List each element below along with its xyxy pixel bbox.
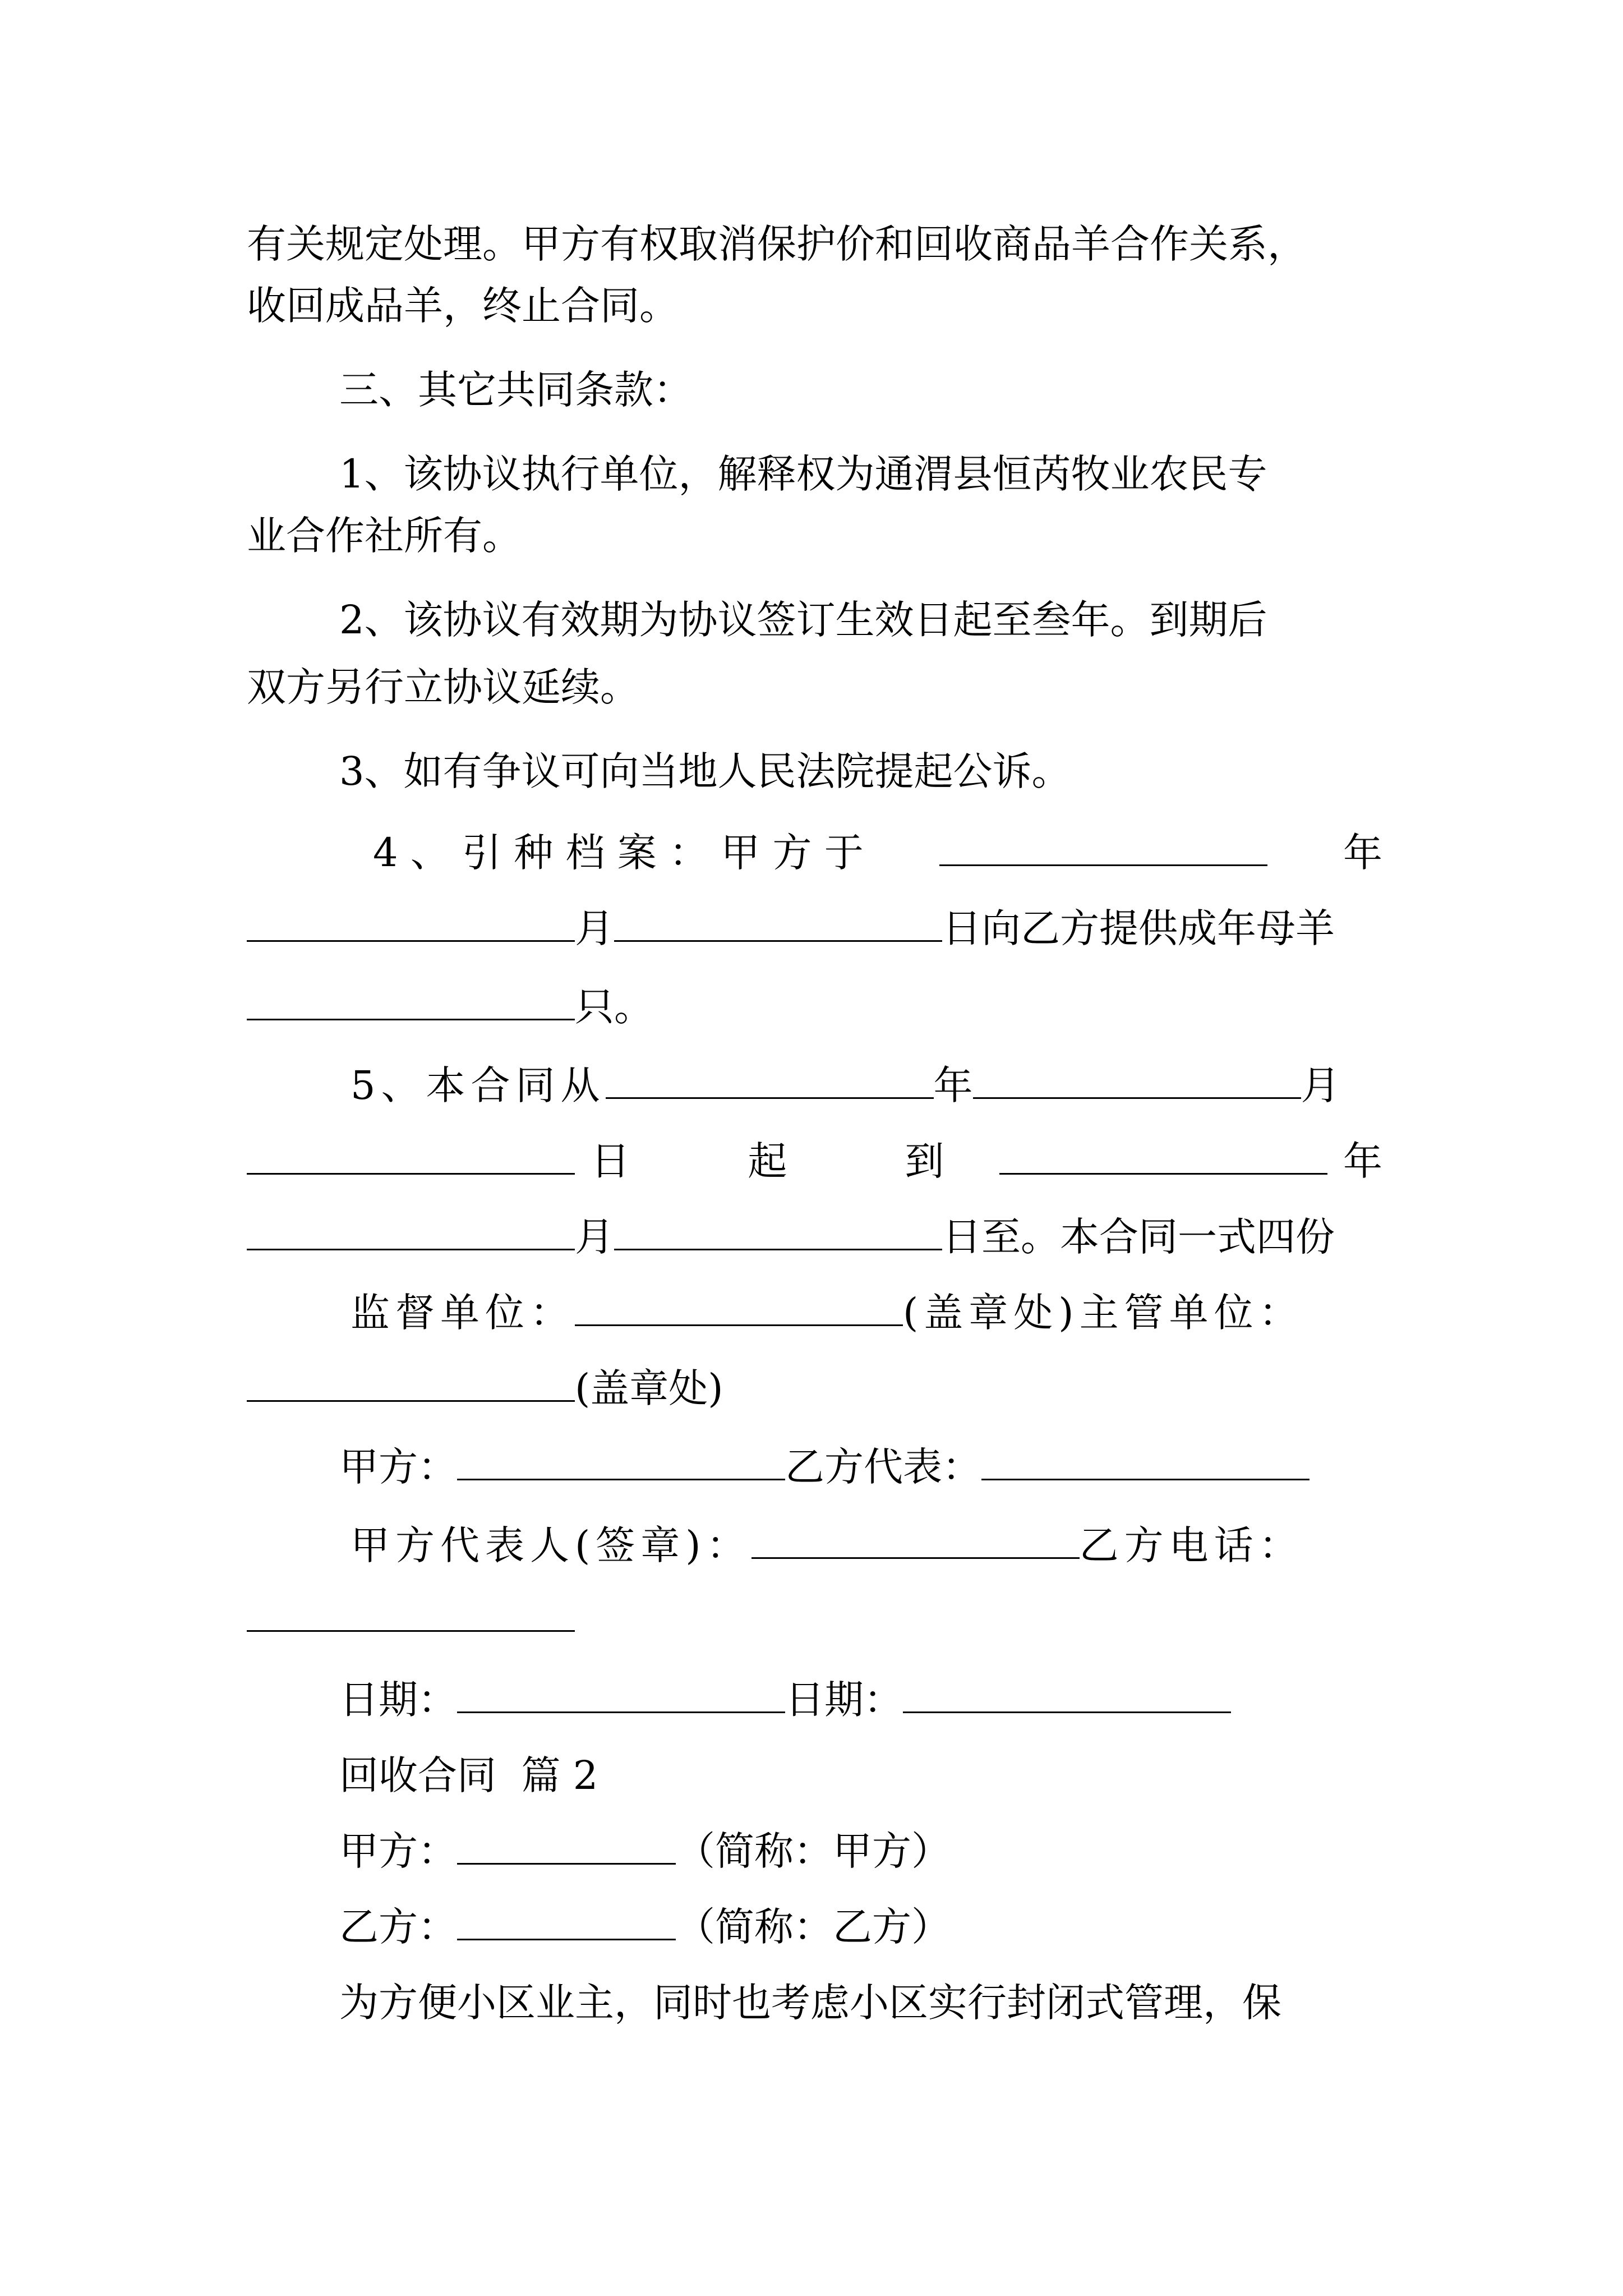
text-line: 双方另行立协议延续。	[247, 664, 639, 710]
fill-in-blank[interactable]	[247, 901, 575, 942]
fill-in-blank[interactable]	[614, 1209, 942, 1250]
fill-in-blank[interactable]	[457, 1439, 785, 1480]
text-line: 为方便小区业主，同时也考虑小区实行封闭式管理，保	[339, 1980, 1281, 2026]
clause4-unit: 只。	[575, 984, 653, 1030]
clause5-line2	[247, 1130, 1382, 1192]
fill-in-blank[interactable]	[903, 1672, 1231, 1713]
party-b2-label: 乙方：	[339, 1904, 457, 1950]
text-line: 3、如有争议可向当地人民法院提起公诉。	[339, 748, 1071, 794]
clause5-month2: 月	[575, 1214, 614, 1260]
clause5-month: 月	[1301, 1062, 1340, 1108]
clause5-line3	[247, 1206, 1335, 1268]
fill-in-blank[interactable]	[751, 1518, 1080, 1559]
fill-in-blank[interactable]	[999, 1134, 1327, 1175]
party-a2-line	[339, 1820, 951, 1882]
clause5-line1	[339, 1055, 1340, 1116]
party-b2-line	[339, 1896, 951, 1958]
text-line: 业合作社所有。	[247, 513, 522, 559]
clause5-year2: 年	[1343, 1138, 1382, 1184]
party-b-rep-label: 乙方代表：	[785, 1444, 981, 1490]
fill-in-blank[interactable]	[939, 825, 1267, 866]
clause5-from: 日 起 到	[591, 1138, 984, 1184]
fill-in-blank[interactable]	[973, 1058, 1301, 1099]
fill-in-blank[interactable]	[247, 1134, 575, 1175]
date-line	[339, 1669, 1231, 1731]
fill-in-blank[interactable]	[457, 1672, 785, 1713]
clause5-end: 日至。本合同一式四份	[942, 1214, 1335, 1260]
fill-in-blank[interactable]	[247, 1361, 575, 1402]
clause4-prefix: 4 、 引 种 档 案 ： 甲 方 于	[373, 830, 864, 876]
clause4-month: 月	[575, 905, 614, 951]
text-line: 2、该协议有效期为协议签订生效日起至叁年。到期后	[339, 597, 1267, 643]
party-line	[339, 1436, 1310, 1498]
party-a2-label: 甲方：	[339, 1828, 457, 1874]
clause4-day-text: 日向乙方提供成年母羊	[942, 905, 1335, 951]
fill-in-blank[interactable]	[247, 1209, 575, 1250]
phone-blank-line	[247, 1588, 575, 1649]
party-b-phone-label: 乙方电话：	[1079, 1522, 1304, 1568]
clause4-line2	[247, 898, 1335, 959]
party-a-rep-label: 甲方代表人(签章)：	[351, 1522, 751, 1568]
date-label: 日期：	[339, 1677, 457, 1723]
party-a2-abbr: （简称：甲方）	[676, 1828, 951, 1874]
clause4-line1	[339, 822, 1382, 884]
rep-line	[351, 1515, 1304, 1576]
fill-in-blank[interactable]	[981, 1439, 1310, 1480]
clause4-line3	[247, 976, 653, 1038]
seal-label: (盖章处)	[575, 1365, 723, 1411]
fill-in-blank[interactable]	[247, 979, 575, 1020]
text-line: 收回成品羊，终止合同。	[247, 283, 679, 329]
text-line: 1、该协议执行单位，解释权为通渭县恒芮牧业农民专	[339, 451, 1267, 497]
date-label: 日期：	[785, 1677, 903, 1723]
text-line: 有关规定处理。甲方有权取消保护价和回收商品羊合作关系，	[247, 221, 1307, 267]
clause4-year: 年	[1343, 830, 1382, 876]
clause5-year: 年	[933, 1062, 973, 1108]
party-a-label: 甲方：	[339, 1444, 457, 1490]
fill-in-blank[interactable]	[575, 1285, 903, 1326]
supervisor-seal-line	[247, 1358, 723, 1419]
clause5-prefix: 5、本合同从	[351, 1062, 606, 1108]
section-title: 回收合同 篇 2	[339, 1752, 598, 1798]
section-heading: 三、其它共同条款：	[339, 367, 693, 413]
fill-in-blank[interactable]	[614, 901, 942, 942]
party-b2-abbr: （简称：乙方）	[676, 1904, 951, 1950]
manager-label: 主管单位：	[1079, 1290, 1304, 1336]
fill-in-blank[interactable]	[247, 1591, 575, 1632]
supervisor-label: 监督单位：	[351, 1290, 575, 1336]
fill-in-blank[interactable]	[606, 1058, 934, 1099]
fill-in-blank[interactable]	[457, 1824, 676, 1865]
fill-in-blank[interactable]	[457, 1899, 676, 1940]
seal-label: (盖章处)	[903, 1290, 1080, 1336]
supervisor-line	[351, 1282, 1304, 1343]
